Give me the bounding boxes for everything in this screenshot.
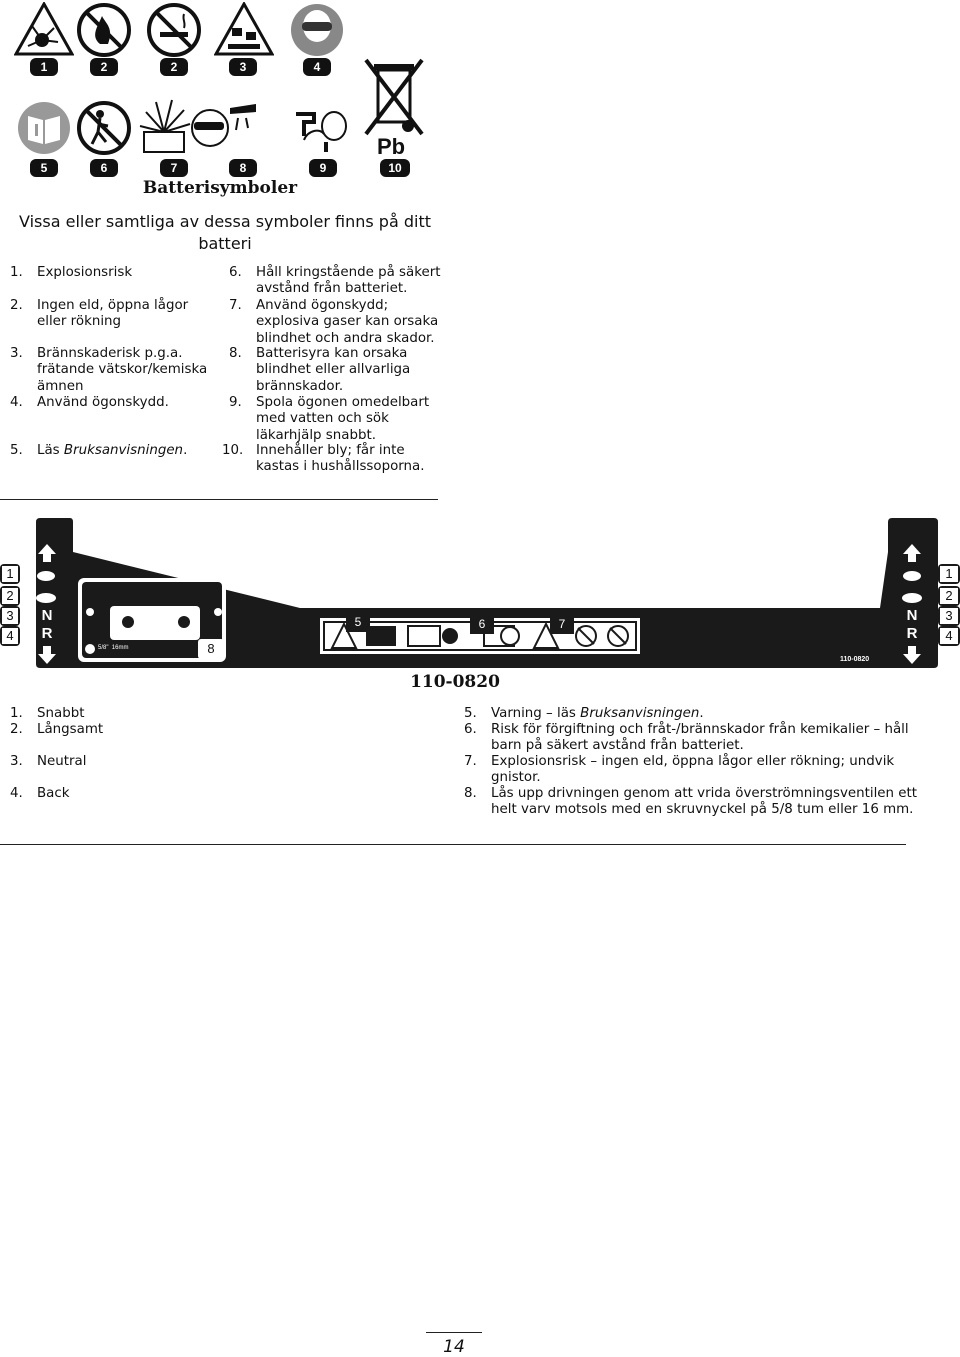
decal-code-title: 110-0820	[410, 672, 500, 692]
decal-side-number-4-right: 4	[945, 628, 953, 643]
symbol-badge-9: 9	[309, 159, 337, 177]
list-item: 7. Explosionsrisk – ingen eld, öppna lågor eller rökning; undvik gnistor.	[464, 754, 895, 786]
decal-wrench-size-label: 5/8" 16mm	[98, 645, 129, 651]
eye-protection-icon	[288, 2, 346, 58]
section-divider-bottom	[0, 844, 906, 845]
symbol-badge-2a: 2	[90, 58, 118, 76]
acid-splash-eye-icon	[190, 100, 260, 156]
list-item: 2. Ingen eld, öppna lågor eller rökning	[10, 298, 189, 330]
decal-side-number-2-right: 2	[945, 588, 953, 603]
list-item: 9. Spola ögonen omedelbart med vatten och sök läkarhjälp snabbt.	[229, 395, 430, 443]
symbol-badge-3: 3	[229, 58, 257, 76]
symbol-badge-2b: 2	[160, 58, 188, 76]
decal-side-number-3-right: 3	[945, 608, 953, 623]
decal-side-number-4: 4	[6, 628, 14, 643]
list-item: 6. Risk för förgiftning och fråt-/brännskador från kemikalier – håll barn på säkert avstånd från batteriet.	[464, 722, 909, 754]
page-number: 14	[443, 1337, 465, 1357]
section-title: Batterisymboler	[142, 178, 298, 198]
decal-side-number-2: 2	[6, 588, 14, 603]
symbol-badge-5: 5	[30, 159, 58, 177]
list-item: 6. Håll kringstående på säkert avstånd från batteriet.	[229, 265, 441, 297]
no-household-disposal-icon	[362, 54, 426, 140]
section-divider	[0, 499, 438, 500]
no-fire-icon	[76, 2, 132, 58]
decal-reverse-label: R	[41, 625, 53, 642]
symbol-badge-7: 7	[160, 159, 188, 177]
decal-callout-6: 6	[478, 617, 486, 631]
decal-side-number-1-right: 1	[945, 566, 953, 581]
decal-small-code: 110-0820	[840, 656, 870, 663]
flush-eyes-icon	[290, 100, 350, 156]
keep-bystanders-away-icon	[76, 100, 132, 156]
decal-reverse-label-right: R	[906, 625, 918, 642]
lead-symbol-label: Pb	[377, 134, 406, 159]
read-manual-icon	[16, 100, 72, 156]
decal-neutral-label: N	[41, 607, 53, 624]
symbol-badge-6: 6	[90, 159, 118, 177]
page-number-rule	[426, 1332, 482, 1333]
decal-side-number-1: 1	[6, 566, 14, 581]
list-item: 10. Innehåller bly; får inte kastas i hushållssoporna.	[222, 443, 425, 475]
symbol-badge-4: 4	[303, 58, 331, 76]
list-item: 8. Batterisyra kan orsaka blindhet eller allvarliga brännskador.	[229, 346, 411, 394]
list-item: 7. Använd ögonskydd; explosiva gaser kan orsaka blindhet och andra skador.	[229, 298, 439, 346]
no-smoking-icon	[146, 2, 202, 58]
symbol-badge-10: 10	[380, 159, 410, 177]
list-item: 3. Brännskaderisk p.g.a. frätande vätskor/kemiska ämnen	[10, 346, 208, 394]
symbol-badge-1: 1	[30, 58, 58, 76]
decal-side-number-3: 3	[6, 608, 14, 623]
explosion-warning-icon	[14, 2, 74, 56]
symbol-badge-8: 8	[229, 159, 257, 177]
corrosive-warning-icon	[214, 2, 274, 56]
section-subtitle: Vissa eller samtliga av dessa symboler finns på ditt batteri	[19, 212, 431, 253]
decal-callout-5: 5	[354, 615, 362, 629]
decal-callout-7: 7	[558, 617, 566, 631]
list-item: 8. Lås upp drivningen genom att vrida överströmningsventilen ett helt varv motsols med en skruvnyckel på 5/8 tum eller 16 mm.	[464, 786, 918, 818]
decal-neutral-label-right: N	[906, 607, 918, 624]
decal-callout-8: 8	[207, 641, 215, 656]
decal-110-0820	[0, 518, 960, 672]
battery-explosion-icon	[136, 98, 192, 156]
